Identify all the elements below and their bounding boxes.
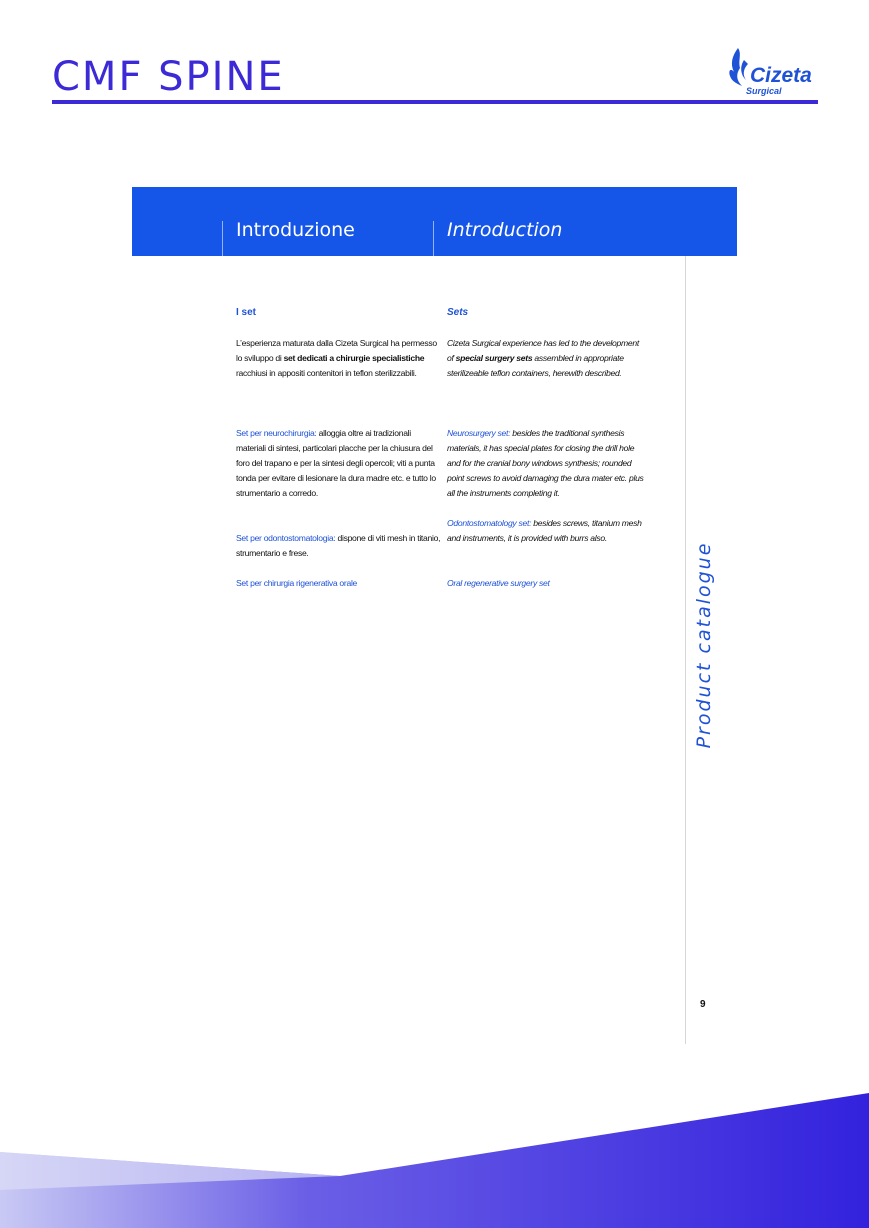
- english-intro-text-1: Cizeta Surgical experience has led to the development of: [447, 338, 639, 363]
- italian-neuro-paragraph: [236, 426, 441, 501]
- cizeta-logo: [722, 44, 818, 100]
- decorative-bottom-band: [0, 1090, 869, 1228]
- english-oral-label: Oral regenerative surgery set: [447, 578, 550, 588]
- italian-neuro-label: Set per neurochirurgia:: [236, 428, 317, 438]
- italian-odonto-paragraph: [236, 531, 441, 561]
- italian-odonto-label: Set per odontostomatologia:: [236, 533, 336, 543]
- italian-intro-text-1: L’esperienza maturata dalla Cizeta Surgical ha permesso lo sviluppo di: [236, 338, 437, 363]
- italian-oral-label: Set per chirurgia rigenerativa orale: [236, 578, 358, 588]
- english-neuro-paragraph: [447, 426, 647, 501]
- banner-divider-right: [433, 221, 434, 257]
- italian-neuro-text: alloggia oltre ai tradizionali materiali di sintesi, particolari placche per la chiusura del foro del trapano e per la sintesi degli opercoli; viti a punta tonda per evitare di lesionare la dura madre etc. e tutto lo strumentario a corredo.: [236, 428, 436, 498]
- english-neuro-label: Neurosurgery set:: [447, 428, 511, 438]
- english-odonto-text: besides screws, titanium mesh and instruments, it is provided with burrs also.: [447, 518, 642, 543]
- sidebar-rule: [685, 256, 686, 1044]
- english-oral-paragraph: [447, 576, 647, 591]
- italian-intro-paragraph: [236, 336, 441, 381]
- italian-oral-paragraph: [236, 576, 441, 591]
- page-title: CMF SPINE: [52, 54, 285, 100]
- logo-name: Cizeta: [750, 64, 812, 87]
- italian-section-heading: I set: [236, 307, 257, 318]
- english-intro-paragraph: [447, 336, 647, 381]
- english-intro-bold: special surgery sets: [455, 353, 533, 363]
- english-odonto-label: Odontostomatology set:: [447, 518, 532, 528]
- banner-divider-left: [222, 221, 223, 257]
- intro-banner: [132, 187, 737, 256]
- italian-intro-bold: set dedicati a chirurgie specialistiche: [283, 353, 425, 363]
- english-section-heading: Sets: [447, 307, 469, 318]
- banner-heading-english: Introduction: [447, 219, 563, 241]
- sidebar-label: Product catalogue: [693, 541, 715, 749]
- header-rule: [52, 100, 818, 104]
- english-neuro-text: besides the traditional synthesis materials, it has special plates for closing the drill hole and for the cranial bony windows synthesis; rounded point screws to avoid damaging the dura mater etc. plus all the instruments completing it.: [447, 428, 644, 498]
- italian-odonto-text: dispone di viti mesh in titanio, strumentario e frese.: [236, 533, 441, 558]
- logo-subtitle: Surgical: [746, 86, 782, 96]
- italian-intro-text-2: racchiusi in appositi contenitori in teflon sterilizzabili.: [236, 368, 417, 378]
- english-odonto-paragraph: [447, 516, 647, 546]
- banner-heading-italian: Introduzione: [236, 219, 355, 241]
- page-number: 9: [700, 999, 706, 1010]
- english-intro-text-2: assembled in appropriate sterilizeable teflon containers, herewith described.: [447, 353, 624, 378]
